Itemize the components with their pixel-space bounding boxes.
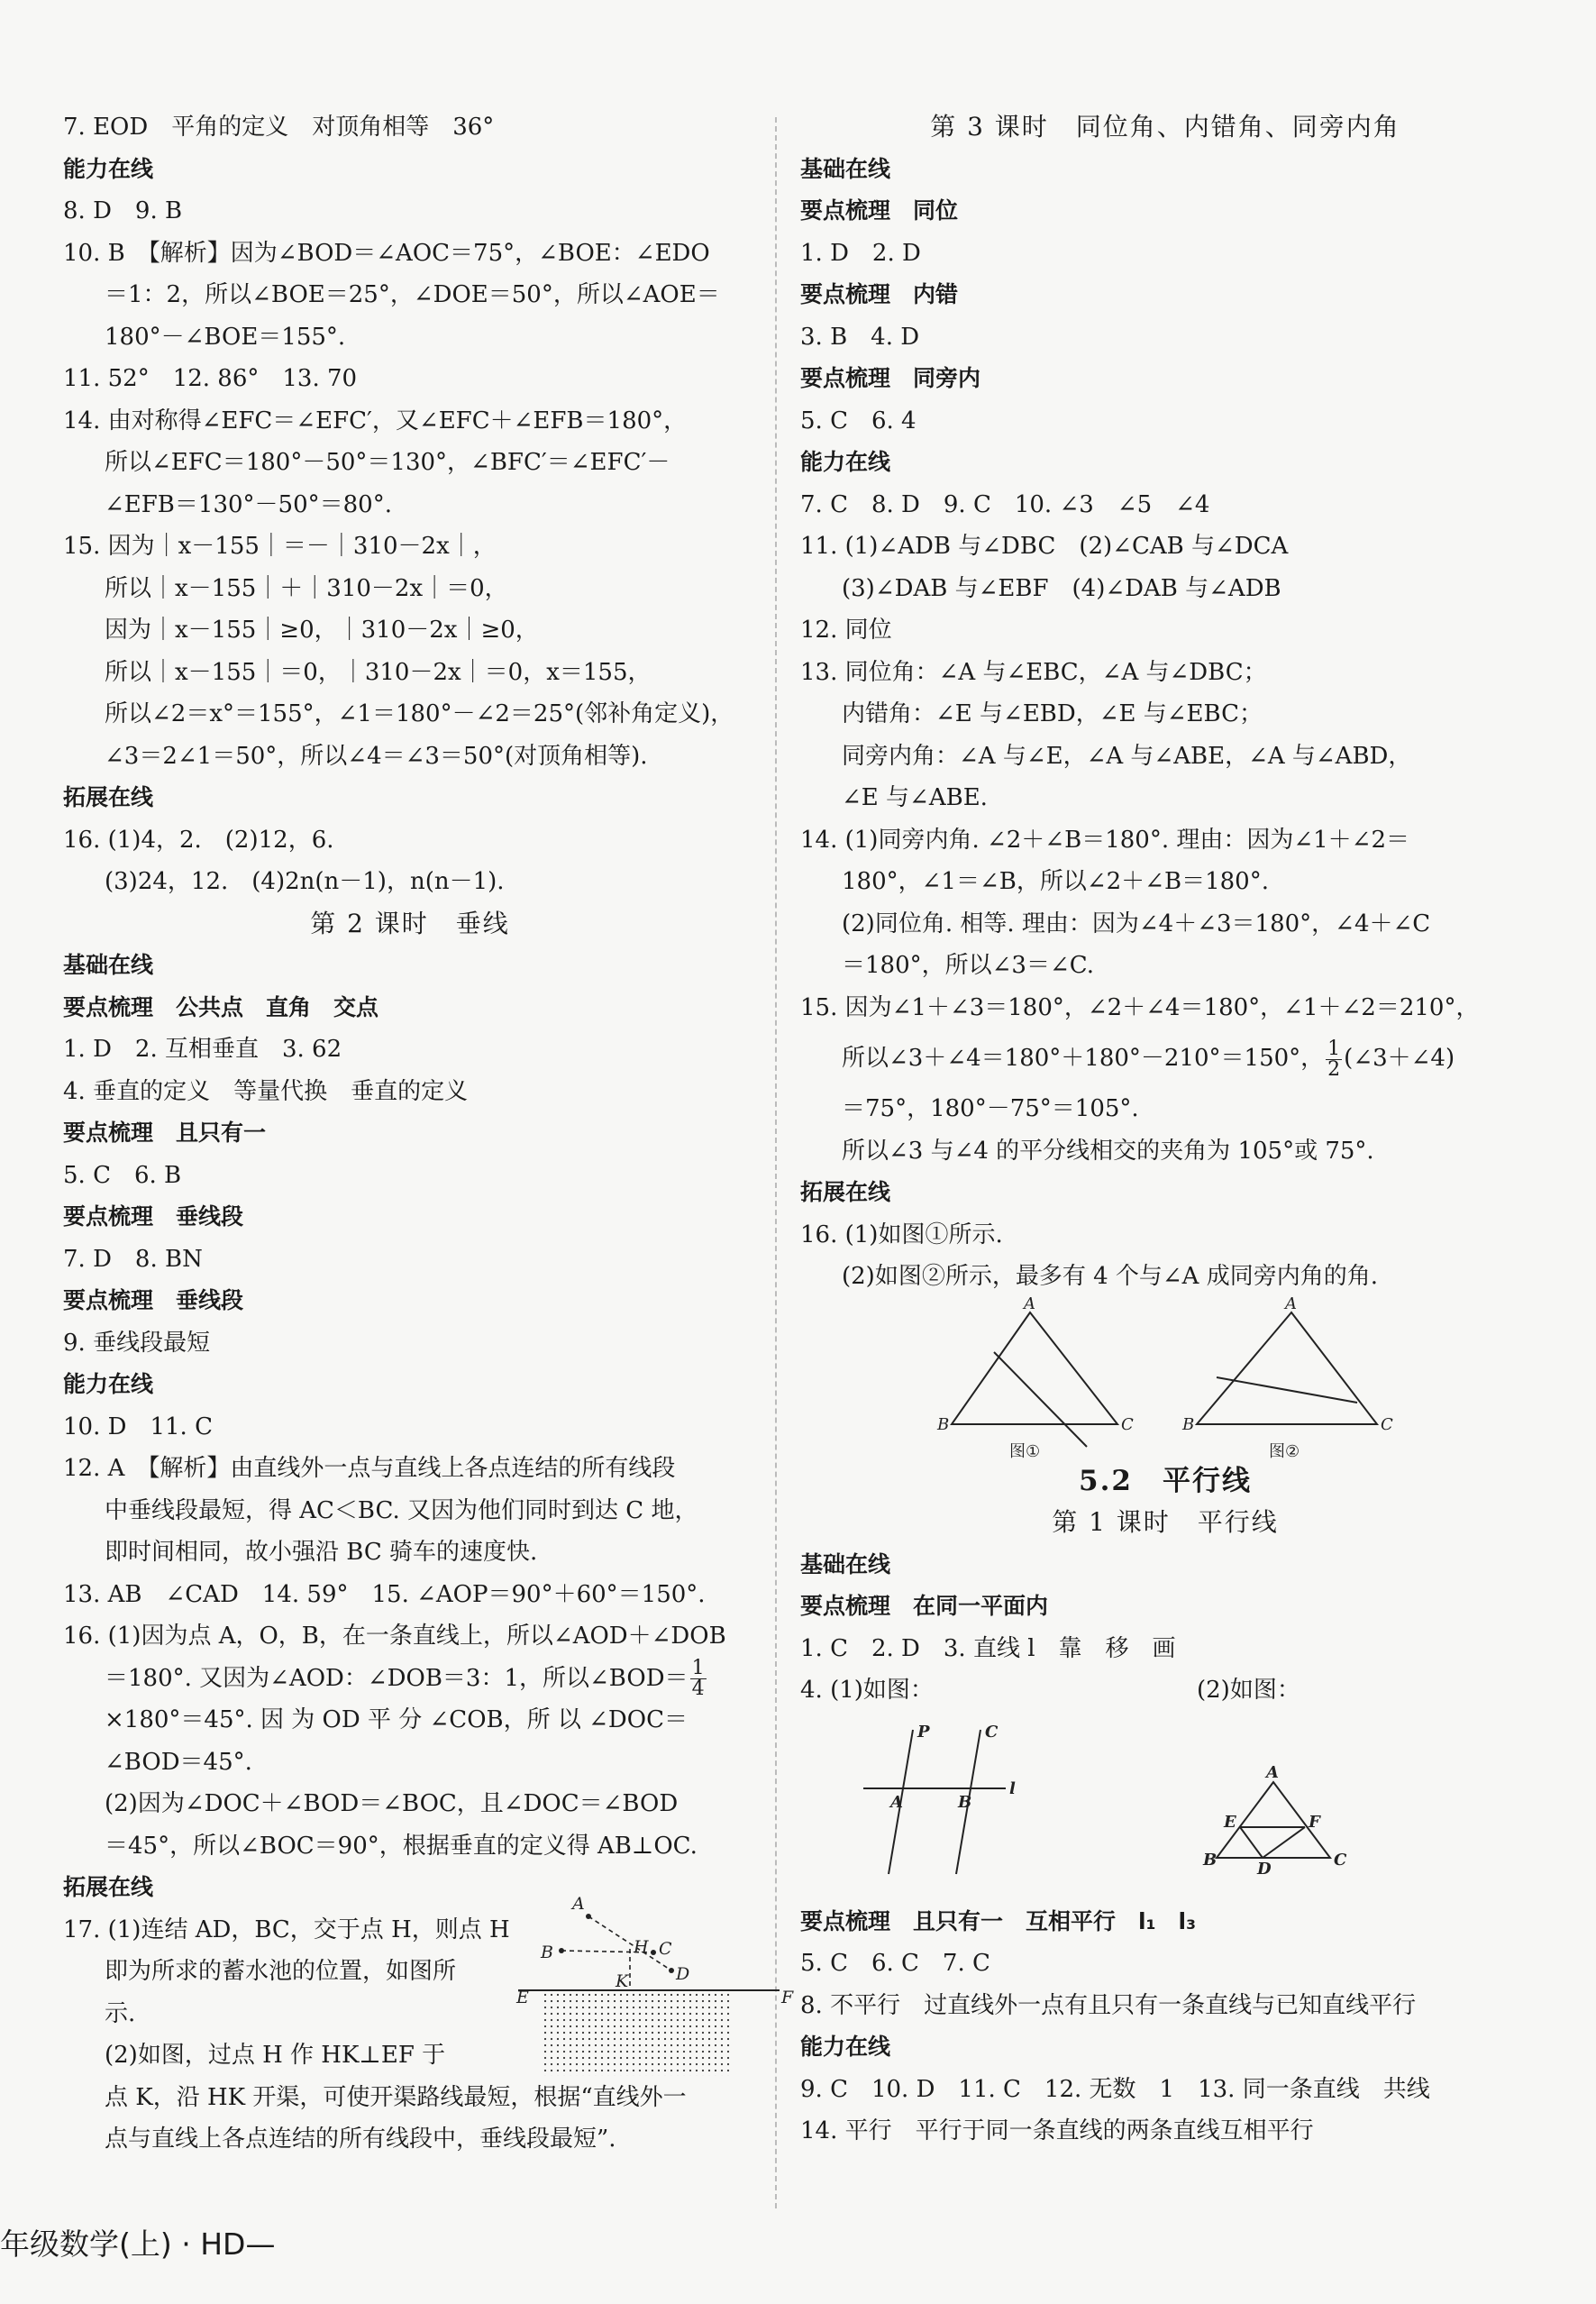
answer-line: 16. (1)4，2. (2)12，6. (63, 826, 334, 854)
label-f: F (781, 1987, 794, 2007)
question-17-block (63, 1893, 794, 2161)
lesson-title: 第 3 课时 同位角、内错角、同旁内角 (930, 112, 1400, 142)
fig4b-label-e: E (1224, 1812, 1236, 1832)
key-points-line: 要点梳理 垂线段 (63, 1203, 244, 1230)
section-heading: 能力在线 (800, 2034, 891, 2060)
answer-line: 10. D 11. C (63, 1413, 213, 1440)
answer-line: ∠E 与∠ABE. (842, 784, 988, 811)
answer-line: 10. B 【解析】因为∠BOD＝∠AOC＝75°，∠BOE：∠EDO (63, 239, 710, 267)
answer-line: 15. 因为∠1＋∠3＝180°，∠2＋∠4＝180°，∠1＋∠2＝210°， (800, 993, 1480, 1021)
answer-line: 3. B 4. D (800, 323, 920, 351)
answer-line: 11. (1)∠ADB 与∠DBC (2)∠CAB 与∠DCA (800, 533, 1289, 560)
answer-line: ＝45°，所以∠BOC＝90°，根据垂直的定义得 AB⊥OC. (105, 1832, 698, 1860)
answer-line: 所以∠3 与∠4 的平分线相交的夹角为 105°或 75°. (842, 1137, 1374, 1165)
answer-line: 16. (1)如图①所示. (800, 1221, 1003, 1248)
fig4a-label-c: C (985, 1722, 999, 1742)
answer-line: 1. C 2. D 3. 直线 l 靠 移 画 (800, 1634, 1176, 1662)
section-heading: 能力在线 (63, 155, 154, 182)
fig4b-label-b: B (1203, 1850, 1218, 1870)
section-heading: 能力在线 (63, 1371, 154, 1397)
answer-line: 所以∠2＝x°＝155°，∠1＝180°－∠2＝25°(邻补角定义)， (105, 700, 734, 727)
answer-line: ∠3＝2∠1＝50°，所以∠4＝∠3＝50°(对顶角相等). (105, 742, 648, 770)
lesson-title: 第 1 课时 平行线 (1052, 1507, 1279, 1537)
section-heading: 拓展在线 (800, 1179, 891, 1205)
fraction: $\frac{1}{2}$ (1327, 1037, 1341, 1081)
answer-line: 14. (1)同旁内角. ∠2＋∠B＝180°. 理由：因为∠1＋∠2＝ (800, 826, 1410, 854)
fig2-label-a: A (1285, 1294, 1297, 1313)
reservoir-diagram (516, 1893, 798, 2115)
answer-line: ＝75°，180°－75°＝105°. (842, 1095, 1139, 1122)
column-divider (775, 117, 777, 2208)
q4-part1: 4. (1)如图： (800, 1677, 934, 1704)
answer-line: 11. 52° 12. 86° 13. 70 (63, 365, 358, 392)
label-d: D (676, 1963, 690, 1984)
answer-line: (3)∠DAB 与∠EBF (4)∠DAB 与∠ADB (842, 574, 1281, 602)
section-heading: 拓展在线 (63, 784, 154, 810)
left-column (63, 106, 794, 2161)
question-4-line (800, 1669, 1530, 1712)
key-points-line: 要点梳理 且只有一 (63, 1120, 267, 1146)
answer-line: 内错角：∠E 与∠EBD，∠E 与∠EBC； (842, 700, 1263, 727)
answer-line: (2)因为∠DOC＋∠BOD＝∠BOC，且∠DOC＝∠BOD (105, 1790, 679, 1817)
answer-line: 17. (1)连结 AD，BC，交于点 H，则点 H (63, 1915, 510, 1943)
fig4a-label-p: P (917, 1722, 930, 1742)
figure-2-caption: 图② (1269, 1441, 1300, 1461)
answer-line: 8. D 9. B (63, 197, 183, 224)
key-points-line: 要点梳理 在同一平面内 (800, 1593, 1049, 1619)
answer-line: (2)如图，过点 H 作 HK⊥EF 于 (105, 2042, 446, 2069)
section-heading: 拓展在线 (63, 1874, 154, 1900)
page-footer (0, 2221, 275, 2263)
answer-line: 5. C 6. C 7. C (800, 1950, 990, 1977)
section-heading: 基础在线 (800, 155, 891, 182)
label-b: B (541, 1942, 553, 1962)
lesson-title: 第 2 课时 垂线 (310, 908, 510, 938)
answer-line: ×180°＝45°. 因 为 OD 平 分 ∠COB，所 以 ∠DOC＝ (105, 1706, 688, 1733)
answer-line: 点与直线上各点连结的所有线段中，垂线段最短”. (105, 2126, 616, 2153)
answer-line: 7. C 8. D 9. C 10. ∠3 ∠5 ∠4 (800, 490, 1210, 518)
fraction: $\frac{1}{4}$ (691, 1657, 705, 1700)
answer-line: (2)如图②所示，最多有 4 个与∠A 成同旁内角的角. (842, 1263, 1378, 1290)
fig4a-label-b: B (958, 1792, 972, 1812)
label-a: A (572, 1893, 585, 1914)
section-heading: 基础在线 (800, 1550, 891, 1577)
answer-line: 中垂线段最短，得 AC＜BC. 又因为他们同时到达 C 地， (105, 1496, 698, 1524)
answer-line: 所以｜x－155｜＝0，｜310－2x｜＝0，x＝155， (105, 658, 652, 686)
answer-line: (2)同位角. 相等. 理由：因为∠4＋∠3＝180°，∠4＋∠C (842, 910, 1431, 937)
answer-line: 15. 因为｜x－155｜＝－｜310－2x｜， (63, 533, 497, 560)
answer-line: 5. C 6. 4 (800, 407, 917, 434)
answer-line: 示. (105, 1999, 136, 2027)
fig1-label-a: A (1024, 1294, 1035, 1313)
answer-line: ∠BOD＝45°. (105, 1748, 252, 1776)
answer-line: 13. 同位角：∠A 与∠EBC，∠A 与∠DBC； (800, 658, 1267, 686)
answer-line: 5. C 6. B (63, 1161, 182, 1189)
answer-line: 16. (1)因为点 A，O，B，在一条直线上，所以∠AOD＋∠DOB (63, 1623, 726, 1650)
answer-line: 8. 不平行 过直线外一点有且只有一条直线与已知直线平行 (800, 1991, 1417, 2019)
answer-line: 7. EOD 平角的定义 对顶角相等 36° (63, 114, 495, 141)
answer-line: 1. D 2. D (800, 239, 921, 267)
answer-line: 13. AB ∠CAD 14. 59° 15. ∠AOP＝90°＋60°＝150°. (63, 1580, 706, 1608)
answer-line: 因为｜x－155｜≥0，｜310－2x｜≥0， (105, 617, 539, 644)
fig1-label-c: C (1121, 1414, 1134, 1434)
answer-line-fraction: 所以∠3＋∠4＝180°＋180°－210°＝150°， $\frac{1}{2}$ (∠3＋∠4) (842, 1037, 1455, 1081)
answer-line: 即时间相同，故小强沿 BC 骑车的速度快. (105, 1539, 538, 1566)
answer-line: ∠EFB＝130°－50°＝80°. (105, 490, 392, 518)
fig1-label-b: B (937, 1414, 950, 1434)
fig4b-label-f: F (1309, 1812, 1320, 1832)
fig4b-label-a: A (1266, 1762, 1279, 1782)
fig4b-label-d: D (1257, 1859, 1272, 1879)
label-h: H (634, 1936, 649, 1957)
key-points-line: 要点梳理 且只有一 互相平行 l₁ l₃ (800, 1907, 1197, 1934)
key-points-line: 要点梳理 公共点 直角 交点 (63, 993, 379, 1020)
answer-line: 12. 同位 (800, 617, 892, 644)
label-e: E (516, 1987, 529, 2007)
answer-line: ＝1：2，所以∠BOE＝25°，∠DOE＝50°，所以∠AOE＝ (105, 281, 720, 308)
figure-1-caption: 图① (1009, 1441, 1041, 1461)
answer-line-fraction: ＝180°. 又因为∠AOD：∠DOB＝3：1，所以∠BOD＝ $\frac{1}{4}$ (105, 1657, 705, 1700)
answer-line: 1. D 2. 互相垂直 3. 62 (63, 1036, 342, 1063)
answer-line: 即为所求的蓄水池的位置，如图所 (105, 1958, 457, 1985)
answer-line: (3)24，12. (4)2n(n－1)，n(n－1). (105, 868, 505, 895)
key-points-line: 要点梳理 同位 (800, 197, 959, 224)
fig4b-label-c: C (1334, 1850, 1347, 1870)
answer-line: 12. A 【解析】由直线外一点与直线上各点连结的所有线段 (63, 1455, 676, 1482)
q4-part2: (2)如图： (1197, 1677, 1300, 1704)
label-c: C (659, 1938, 672, 1959)
key-points-line: 要点梳理 垂线段 (63, 1287, 244, 1313)
footer-text: 年级数学(上) · HD— (0, 2226, 276, 2262)
lesson-title: 5.2 平行线 (1079, 1464, 1252, 1497)
water-area (541, 1990, 730, 2076)
answer-line: ＝180°，所以∠3＝∠C. (842, 952, 1094, 979)
key-points-line: 要点梳理 同旁内 (800, 365, 981, 391)
answer-line: 所以∠EFC＝180°－50°＝130°，∠BFC′＝∠EFC′－ (105, 449, 670, 476)
answer-line: 4. 垂直的定义 等量代换 垂直的定义 (63, 1077, 469, 1105)
right-column (800, 106, 1530, 2153)
triangle-figures (800, 1294, 1530, 1461)
answer-line: 7. D 8. BN (63, 1245, 203, 1273)
key-points-line: 要点梳理 内错 (800, 281, 959, 307)
fig4a-label-a: A (890, 1792, 903, 1812)
answer-line: 同旁内角：∠A 与∠E，∠A 与∠ABE，∠A 与∠ABD， (842, 742, 1412, 770)
fig2-label-c: C (1381, 1414, 1393, 1434)
answer-line: 14. 平行 平行于同一条直线的两条直线互相平行 (800, 2117, 1314, 2144)
answer-line: 14. 由对称得∠EFC＝∠EFC′，又∠EFC＋∠EFB＝180°， (63, 407, 688, 434)
parallel-line-figures (800, 1712, 1530, 1901)
answer-line: 180°－∠BOE＝155°. (105, 323, 346, 351)
label-k: K (616, 1970, 629, 1991)
section-heading: 基础在线 (63, 952, 154, 978)
fig4a-label-l: l (1009, 1778, 1016, 1798)
answer-line: 9. 垂线段最短 (63, 1329, 211, 1357)
answer-line: 所以｜x－155｜＋｜310－2x｜＝0， (105, 574, 508, 602)
answer-line: 180°，∠1＝∠B，所以∠2＋∠B＝180°. (842, 868, 1269, 895)
section-heading: 能力在线 (800, 449, 891, 475)
answer-line: 点 K，沿 HK 开渠，可使开渠路线最短，根据“直线外一 (105, 2083, 687, 2111)
fig2-label-b: B (1182, 1414, 1195, 1434)
answer-line: 9. C 10. D 11. C 12. 无数 1 13. 同一条直线 共线 (800, 2075, 1430, 2103)
